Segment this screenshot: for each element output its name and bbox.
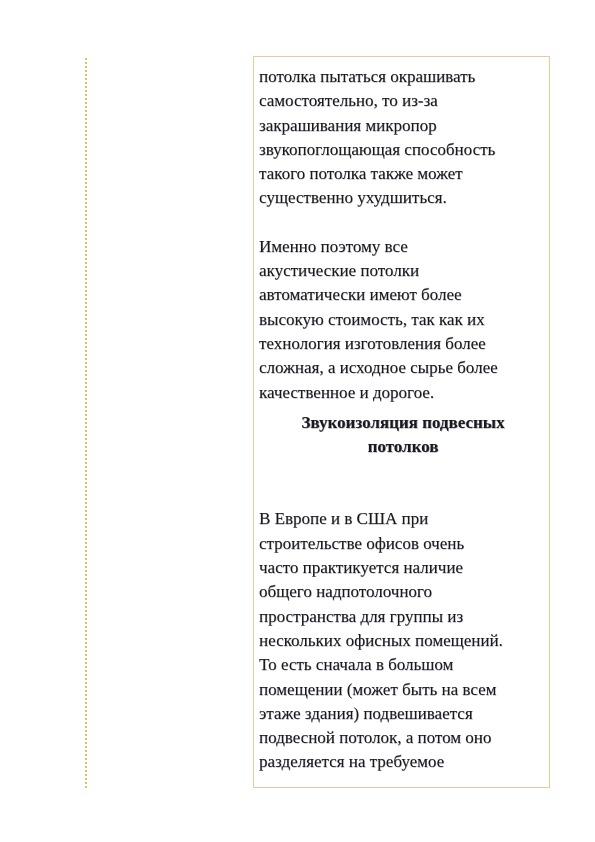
text-line: существенно ухудшиться. [259,188,447,208]
text-line: подвесной потолок, а потом оно [259,728,492,748]
paragraph-1 [259,65,547,211]
text-line: акустические потолки [259,261,420,281]
text-line: высокую стоимость, так как их [259,309,485,329]
text-line: автоматически имеют более [259,285,462,305]
text-column [259,65,547,775]
text-line: закрашивания микропор [259,115,437,135]
text-line: общего надпотолочного [259,582,432,602]
text-line: нескольких офисных помещений. [259,630,503,650]
text-line: строительстве офисов очень [259,533,465,553]
text-line: То есть сначала в большом [259,655,454,675]
heading-line: потолков [367,437,439,457]
text-line: Именно поэтому все [259,236,408,256]
text-line: часто практикуется наличие [259,558,463,578]
text-frame [253,56,550,788]
text-line: сложная, а исходное сырье более [259,358,498,378]
paragraph-2 [259,235,547,405]
text-line: разделяется на требуемое [259,752,445,772]
margin-guide-line [85,58,87,788]
text-line: этаже здания) подвешивается [259,703,473,723]
heading-line: Звукоизоляция подвесных [301,412,505,432]
text-line: такого потолка также может [259,164,463,184]
text-line: звукопоглощающая способность [259,139,496,159]
paragraph-3 [259,507,547,774]
text-line: потолка пытаться окрашивать [259,67,476,86]
text-line: помещении (может быть на всем [259,679,497,699]
section-heading [259,411,547,460]
text-line: В Европе и в США при [259,509,429,529]
text-line: качественное и дорогое. [259,382,435,402]
text-line: самостоятельно, то из-за [259,91,438,111]
text-line: технология изготовления более [259,333,486,353]
text-line: пространства для группы из [259,606,464,626]
